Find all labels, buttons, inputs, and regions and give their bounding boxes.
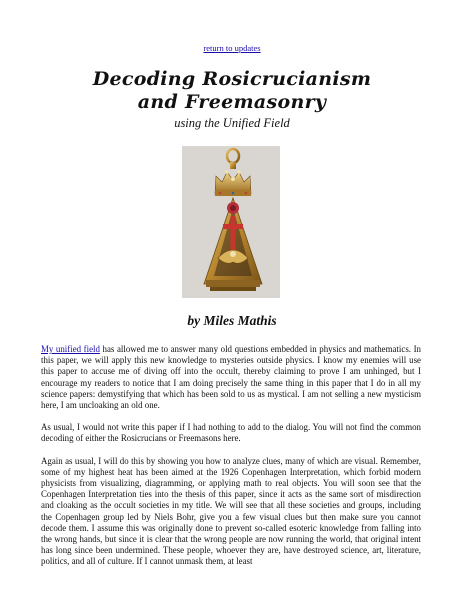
paragraph-3: Again as usual, I will do this by showing you how to analyze clues, many of which are visual. Remember, some of my highest heat has been aimed at the 1926 Copenhagen Interpretation, which forbid modern physicists from visualizing, diagramming, or applying math to real objects. You will soon see that the Copenhagen Interpretation ties into the thesis of this paper, since it acts as the same sort of misdirection and cloaking as the occult societies in my title. We will see that all these societies and groups, including the Copenhagen group led by Niels Bohr, give you a few visual clues but then make sure you cannot decode them. I assume this was originally done to prevent so-called esoteric knowledge from falling into the wrong hands, but since it is clear that the wrong people are now running the world, that original intent has long since been undermined. These people, whoever they are, have destroyed science, art, literature, politics, and all of culture. If I cannot unmask them, at least	[41, 455, 421, 567]
article-body	[41, 344, 421, 579]
author-byline: by Miles Mathis	[187, 313, 277, 328]
rosicrucian-jewel-image	[182, 146, 280, 298]
page-subtitle: using the Unified Field	[174, 116, 290, 130]
page-title	[0, 68, 464, 114]
title-line-1: Decoding Rosicrucianism	[92, 68, 372, 90]
return-to-updates-link[interactable]: return to updates	[203, 43, 261, 53]
paragraph-1-text: has allowed me to answer many old questions embedded in physics and mathematics. In this paper, we will apply this new knowledge to mysteries outside physics. I know my enemies will use this paper to accuse me of diving off into the occult, thereby claiming to prove I am unhinged, but I encourage my readers to notice that I am doing precisely the same thing in this paper that I do in all my science papers: demystifying that which has been sold to us as mystical. I am not selling a new mysticism here, I am uncloaking an old one.	[41, 344, 421, 411]
nav-bar	[0, 43, 464, 53]
paragraph-1	[41, 344, 421, 411]
unified-field-link[interactable]: My unified field	[41, 344, 100, 354]
title-line-2: and Freemasonry	[137, 91, 327, 113]
paragraph-2: As usual, I would not write this paper if I had nothing to add to the dialog. You will not find the common decoding of either the Rosicrucians or Freemasons here.	[41, 422, 421, 444]
